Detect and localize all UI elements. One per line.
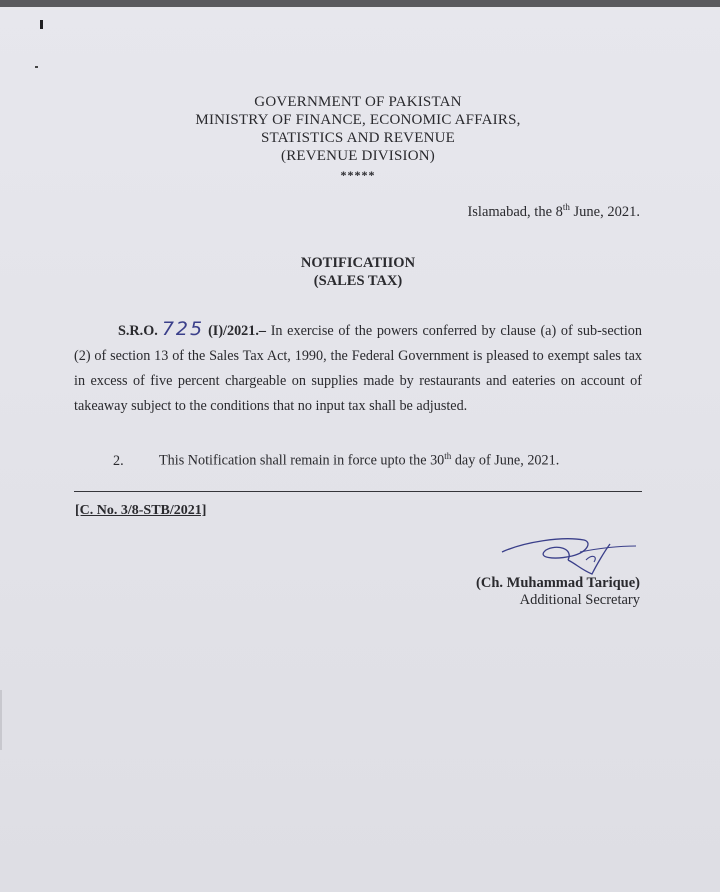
sro-number-handwritten: 725 xyxy=(161,318,205,340)
scan-edge xyxy=(0,690,2,750)
header-ministry: MINISTRY OF FINANCE, ECONOMIC AFFAIRS, xyxy=(195,112,521,128)
scan-dot xyxy=(35,66,38,68)
paragraph-1 xyxy=(74,317,642,419)
header-government: GOVERNMENT OF PAKISTAN xyxy=(254,94,462,110)
notification-subtitle: (SALES TAX) xyxy=(313,273,403,289)
paragraph-2: 2. This Notification shall remain in force upto the 30th day of June, 2021. xyxy=(113,451,560,469)
scan-mark xyxy=(40,20,43,29)
sro-label: S.R.O. xyxy=(118,323,158,339)
issue-date: Islamabad, the 8th June, 2021. xyxy=(467,202,640,220)
sro-code: (I)/2021.– xyxy=(208,323,267,339)
file-reference: [C. No. 3/8-STB/2021] xyxy=(75,503,207,518)
divider-line xyxy=(74,491,642,492)
header-statistics: STATISTICS AND REVENUE xyxy=(260,130,456,146)
signatory-name: (Ch. Muhammad Tarique) xyxy=(476,575,640,591)
top-border xyxy=(0,0,720,7)
notification-title: NOTIFICATIION xyxy=(300,255,416,271)
paragraph-1-text: In exercise of the powers conferred by clause (a) of sub-section (2) of section 13 of the Sales Tax Act, 1990, the Federal Government is pleased to exempt sales tax in excess of five percent chargeable on supplies made by restaurants and eateries on account of takeaway subject to the conditions that no input tax shall be adjusted. xyxy=(74,323,642,414)
header-division: (REVENUE DIVISION) xyxy=(281,148,435,164)
header-stars: ***** xyxy=(340,168,376,182)
paragraph-2-number: 2. xyxy=(113,452,124,469)
signatory-designation: Additional Secretary xyxy=(519,592,640,608)
